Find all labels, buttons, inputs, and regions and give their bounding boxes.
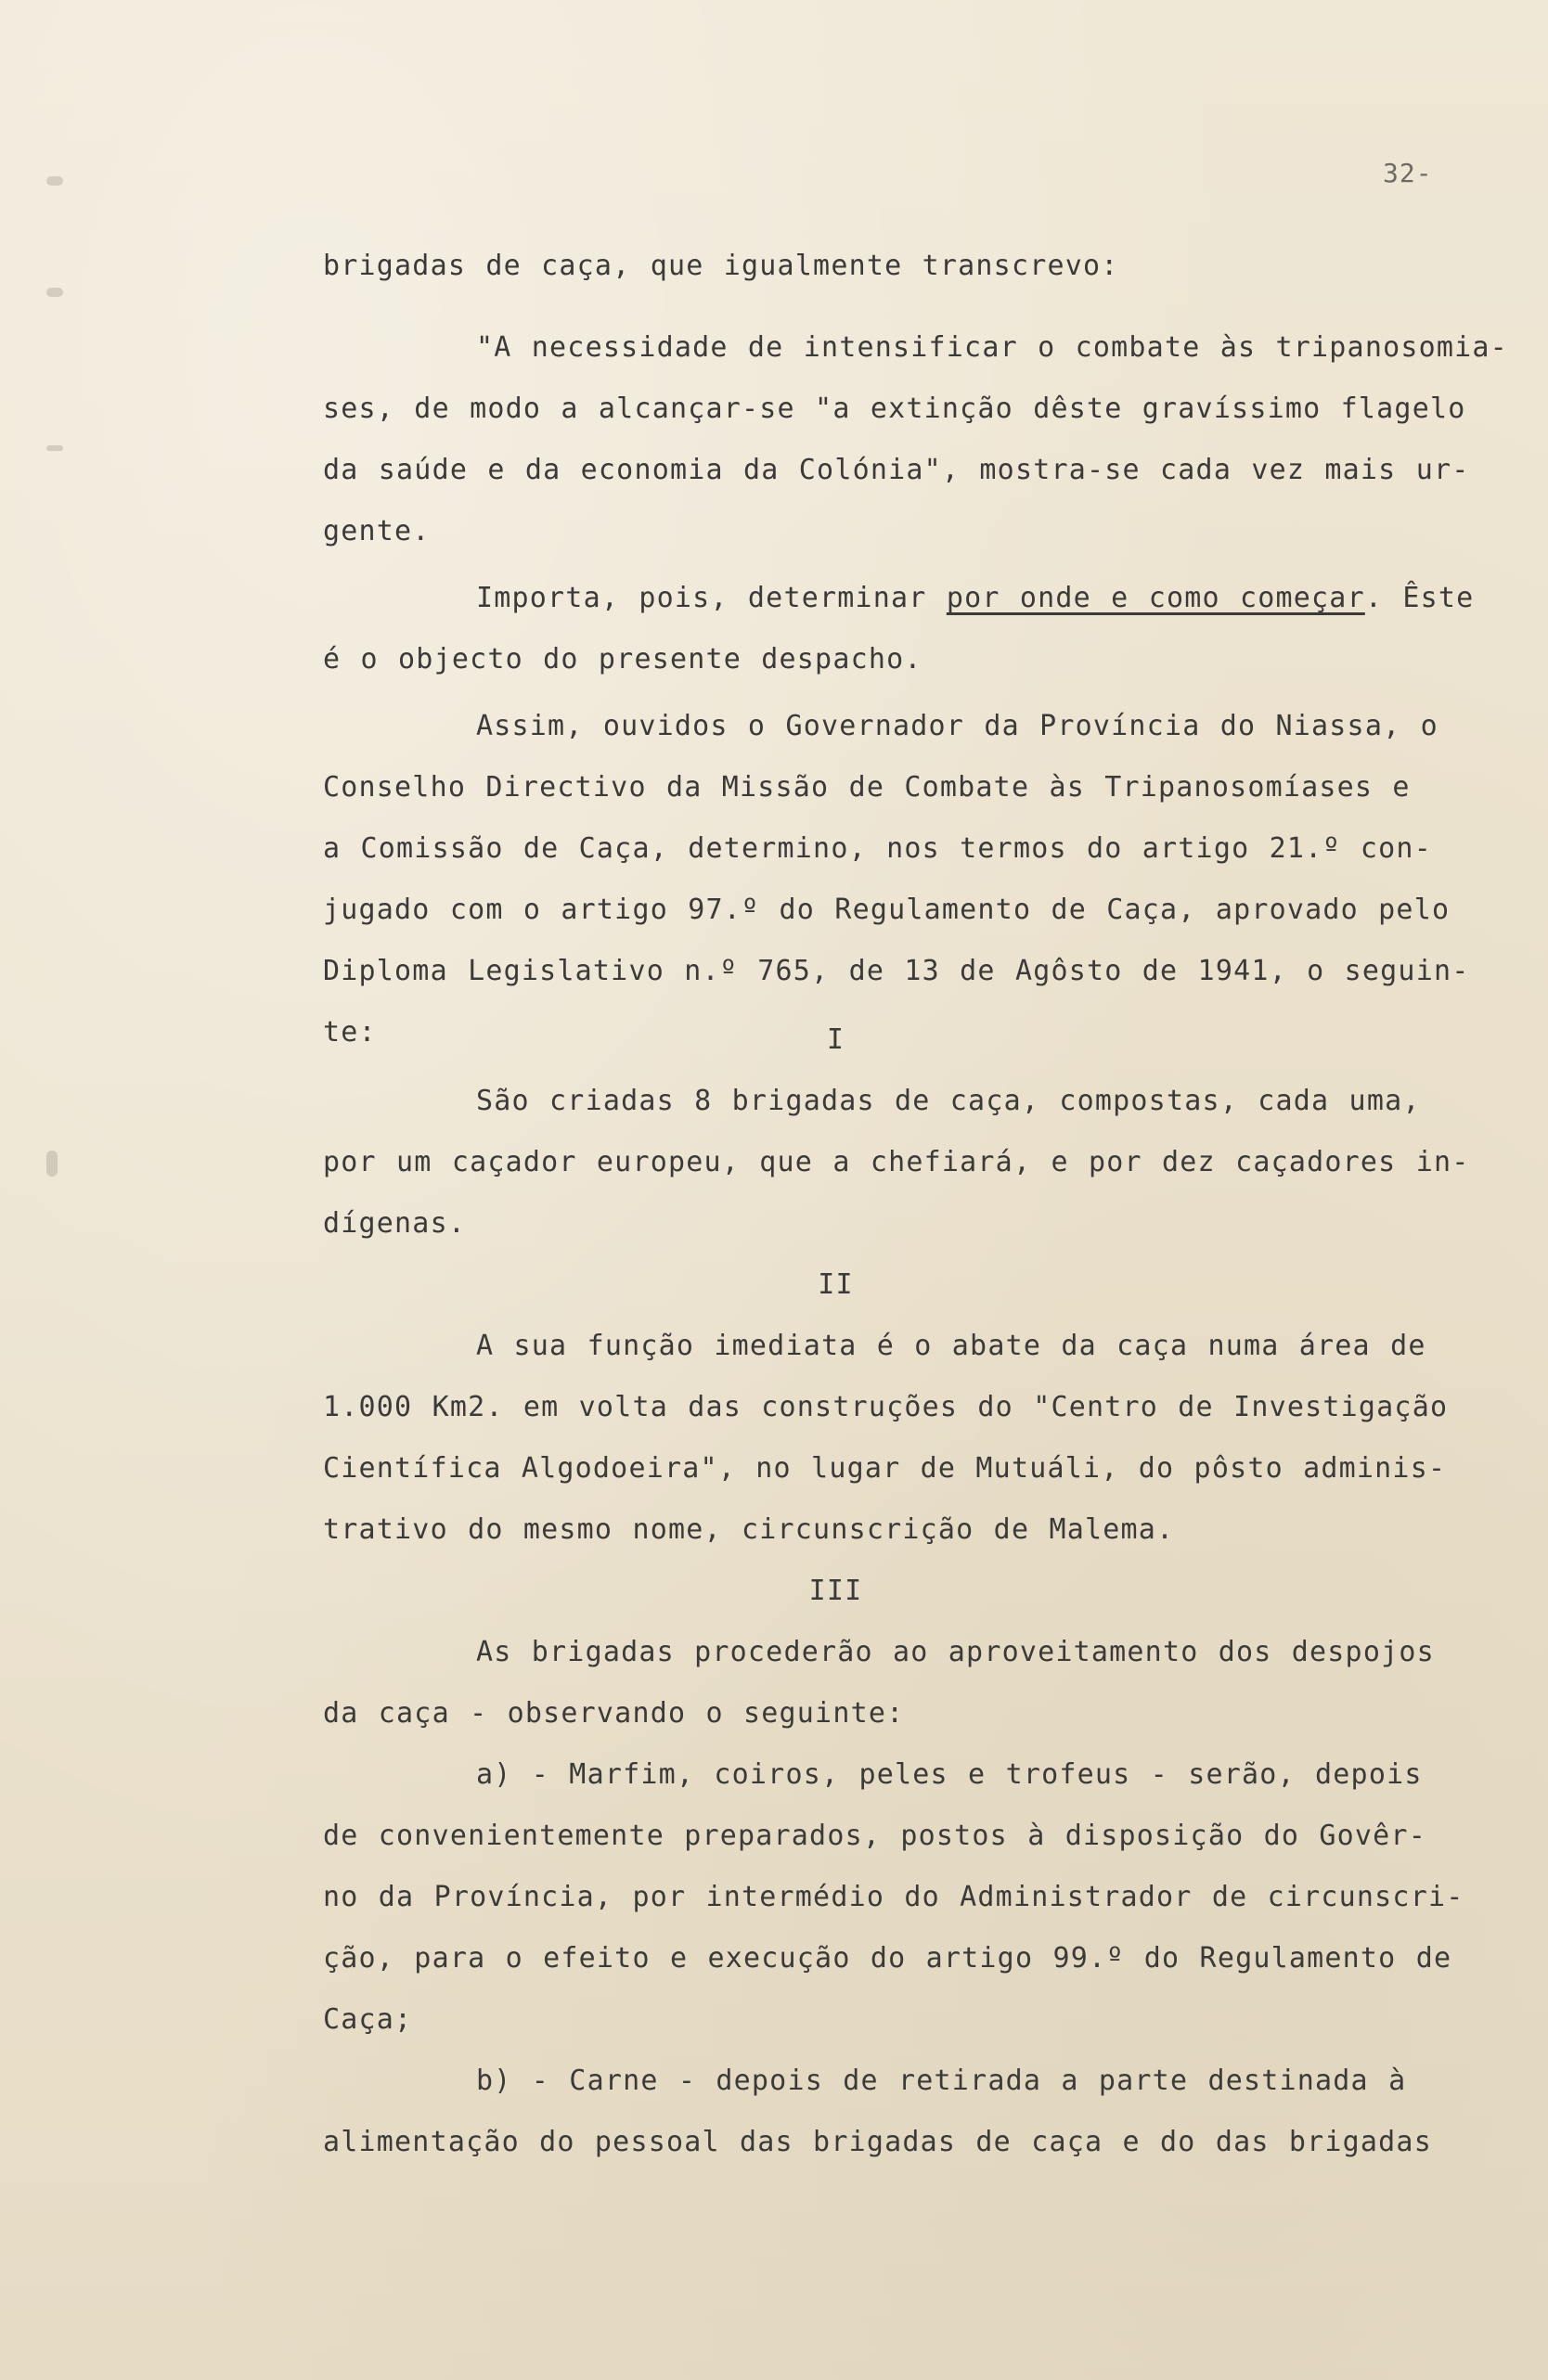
text-line: de convenientemente preparados, postos à disposição do Govêr- (323, 1820, 1426, 1852)
text-line: Diploma Legislativo n.º 765, de 13 de Agôsto de 1941, o seguin- (323, 955, 1470, 987)
typed-text-body (323, 236, 1508, 2173)
text-line: brigadas de caça, que igualmente transcrevo: (323, 250, 1119, 282)
text-line: ses, de modo a alcançar-se "a extinção dêste gravíssimo flagelo (323, 392, 1466, 425)
text-line: "A necessidade de intensificar o combate às tripanosomia- (476, 331, 1508, 364)
text-fragment: Importa, pois, determinar (476, 582, 947, 614)
text-line: A sua função imediata é o abate da caça numa área de (476, 1330, 1426, 1362)
text-fragment: . Êste (1364, 582, 1475, 614)
text-line: a Comissão de Caça, determino, nos termos do artigo 21.º con- (323, 832, 1432, 865)
text-line: a) - Marfim, coiros, peles e trofeus - serão, depois (476, 1758, 1423, 1791)
text-line: é o objecto do presente despacho. (323, 643, 922, 675)
text-line: 1.000 Km2. em volta das construções do "Centro de Investigação (323, 1391, 1449, 1423)
text-line: Caça; (323, 2003, 413, 2036)
stain-mark (46, 288, 63, 297)
text-line: Conselho Directivo da Missão de Combate às Tripanosomíases e (323, 771, 1411, 804)
stain-mark (46, 445, 63, 451)
text-line: por um caçador europeu, que a chefiará, e por dez caçadores in- (323, 1146, 1470, 1178)
text-line: da caça - observando o seguinte: (323, 1697, 905, 1730)
section-number: II (818, 1268, 854, 1301)
text-line: te: (323, 1016, 377, 1048)
text-line: no da Província, por intermédio do Administrador de circunscri- (323, 1881, 1464, 1913)
text-line: ção, para o efeito e execução do artigo 99.º do Regulamento de (323, 1942, 1452, 1975)
paper-edge-marks (37, 167, 74, 1280)
text-line: gente. (323, 515, 431, 547)
text-line: Assim, ouvidos o Governador da Província do Niassa, o (476, 710, 1438, 742)
section-number: III (808, 1575, 863, 1607)
text-line: da saúde e da economia da Colónia", mostra-se cada vez mais ur- (323, 454, 1470, 486)
text-line: dígenas. (323, 1207, 467, 1240)
text-line: São criadas 8 brigadas de caça, compostas, cada uma, (476, 1085, 1421, 1117)
text-line-composite (323, 568, 1497, 629)
underlined-phrase: por onde e como começar (946, 582, 1365, 614)
stain-mark (46, 176, 63, 186)
text-line: b) - Carne - depois de retirada a parte destinada à (476, 2065, 1407, 2097)
section-number: I (826, 1023, 845, 1056)
text-line: Científica Algodoeira", no lugar de Mutuáli, do pôsto adminis- (323, 1452, 1447, 1485)
text-line: trativo do mesmo nome, circunscrição de Malema. (323, 1513, 1175, 1546)
page-number: 32- (1383, 158, 1433, 188)
text-line: jugado com o artigo 97.º do Regulamento de Caça, aprovado pelo (323, 894, 1451, 926)
text-line: alimentação do pessoal das brigadas de caça e do das brigadas (323, 2126, 1432, 2158)
stain-mark (46, 1151, 58, 1177)
text-line: As brigadas procederão ao aproveitamento dos despojos (476, 1636, 1435, 1668)
